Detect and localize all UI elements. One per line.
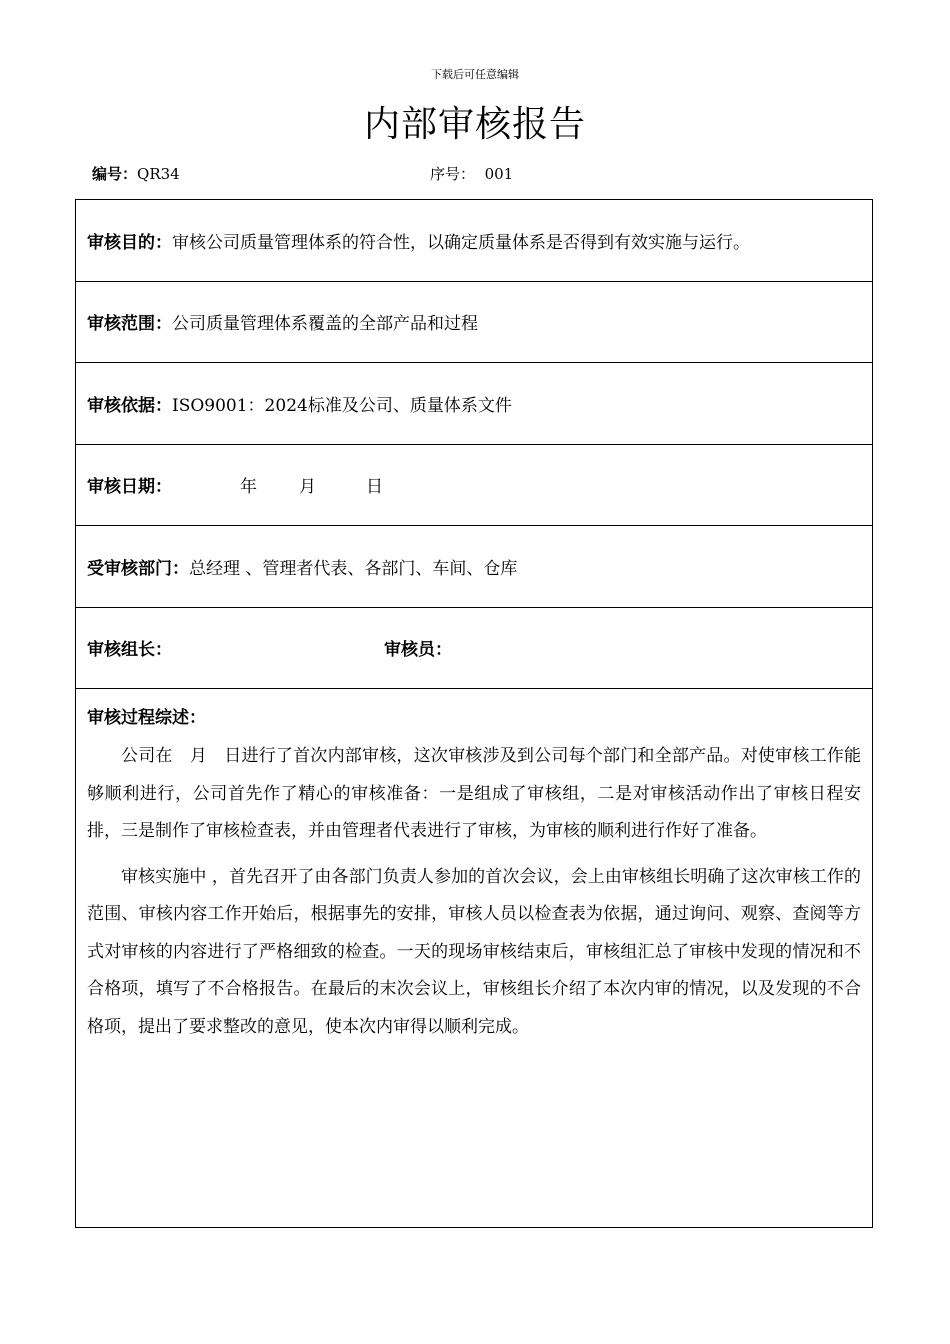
document-number — [92, 164, 180, 184]
audit-date-year: 年 — [240, 477, 257, 498]
audit-report-form — [75, 199, 873, 1228]
top-note: 下载后可任意编辑 — [431, 68, 519, 81]
audit-summary-label: 审核过程综述： — [87, 708, 206, 728]
audited-department-row — [76, 526, 872, 608]
serial-number-value: 001 — [484, 165, 514, 183]
audit-date-row — [76, 445, 872, 527]
audit-scope-value: 公司质量管理体系覆盖的全部产品和过程 — [172, 314, 478, 335]
audit-summary-section — [76, 689, 872, 1046]
audit-date-label: 审核日期： — [87, 477, 172, 498]
audit-summary-paragraph-2: 审核实施中 ，首先召开了由各部门负责人参加的首次会议，会上由审核组长明确了这次审核工作的范围、审核内容工作开始后，根据事先的安排，审核人员以检查表为依据，通过询问、观察、查阅等方式对审核的内容进行了严格细致的检查。一天的现场审核结束后，审核组汇总了审核中发现的情况和不合格项，填写了不合格报告。在最后的末次会议上，审核组长介绍了本次内审的情况，以及发现的不合格项，提出了要求整改的意见，使本次内审得以顺利完成。 — [87, 866, 861, 1037]
audited-department-value: 总经理 、管理者代表、各部门、车间、仓库 — [189, 558, 518, 579]
audit-purpose-row — [76, 200, 872, 282]
audit-purpose-value: 审核公司质量管理体系的符合性，以确定质量体系是否得到有效实施与运行。 — [172, 232, 750, 253]
serial-number-label: 序号： — [430, 165, 476, 183]
audit-date-month: 月 — [299, 477, 316, 498]
audit-scope-row — [76, 282, 872, 364]
page-title: 内部审核报告 — [363, 104, 586, 145]
audited-department-label: 受审核部门： — [87, 558, 189, 579]
audit-basis-row — [76, 363, 872, 445]
audit-basis-label: 审核依据： — [87, 395, 172, 416]
audit-leader-label: 审核组长： — [87, 640, 172, 661]
serial-number — [430, 164, 513, 184]
document-number-value: QR34 — [137, 165, 180, 183]
audit-scope-label: 审核范围： — [87, 314, 172, 335]
audit-basis-value: ISO9001：2024标准及公司、质量体系文件 — [172, 395, 512, 416]
audit-date-day: 日 — [366, 477, 383, 498]
audit-summary-paragraph-1: 公司在 月 日进行了首次内部审核，这次审核涉及到公司每个部门和全部产品。对使审核工作能够顺利进行，公司首先作了精心的审核准备：一是组成了审核组，二是对审核活动作出了审核日程安排，三是制作了审核检查表，并由管理者代表进行了审核，为审核的顺利进行作好了准备。 — [87, 746, 861, 841]
auditor-label: 审核员： — [384, 640, 452, 661]
document-number-label: 编号： — [92, 165, 138, 183]
audit-team-row — [76, 608, 872, 690]
audit-purpose-label: 审核目的： — [87, 232, 172, 253]
